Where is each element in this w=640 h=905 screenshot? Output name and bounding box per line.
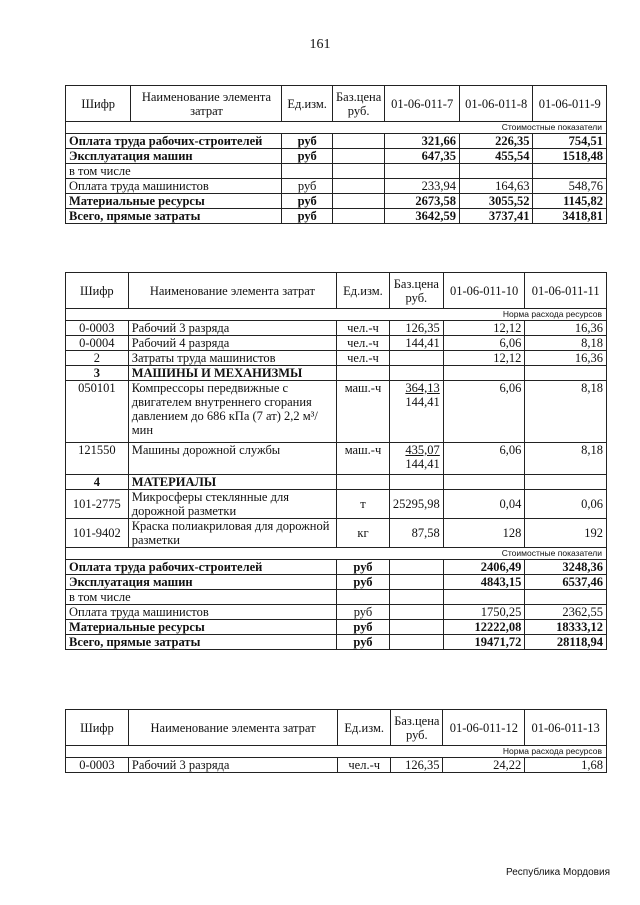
header-base-price: Баз.цена руб. (332, 86, 385, 122)
row-price (389, 443, 443, 475)
row-price (332, 149, 385, 164)
cost-row (66, 560, 607, 575)
row-price (389, 475, 443, 490)
resource-row (66, 475, 607, 490)
row-value: 8,18 (525, 336, 607, 351)
resource-row (66, 336, 607, 351)
table-2 (65, 272, 607, 650)
row-value: 8,18 (525, 443, 607, 475)
row-code: 121550 (66, 443, 129, 475)
header-name: Наименование элемента затрат (131, 86, 282, 122)
row-value (459, 164, 533, 179)
row-value: 6537,46 (525, 575, 607, 590)
header-code-col: 01-06-011-7 (385, 86, 460, 122)
row-name: Эксплуатация машин (66, 149, 282, 164)
header-base-price: Баз.цена руб. (391, 710, 443, 746)
row-value: 164,63 (459, 179, 533, 194)
row-price: 126,35 (391, 758, 443, 773)
subheader-row (66, 309, 607, 321)
row-price (389, 590, 443, 605)
cost-row (66, 134, 607, 149)
row-price: 144,41 (389, 336, 443, 351)
row-value: 3737,41 (459, 209, 533, 224)
header-code: Шифр (66, 86, 131, 122)
header-code-col: 01-06-011-13 (525, 710, 607, 746)
page-number: 161 (309, 37, 331, 52)
row-price: 87,58 (389, 519, 443, 548)
table-3 (65, 709, 607, 773)
footer-region: Республика Мордовия (506, 867, 610, 878)
header-name: Наименование элемента затрат (128, 710, 337, 746)
subheader-row (66, 548, 607, 560)
cost-row (66, 164, 607, 179)
row-name: Затраты труда машинистов (128, 351, 336, 366)
row-name: МАТЕРИАЛЫ (128, 475, 336, 490)
row-value: 8,18 (525, 381, 607, 443)
row-price-bottom: 144,41 (405, 457, 440, 471)
row-value: 0,06 (525, 490, 607, 519)
row-unit: маш.-ч (337, 381, 390, 443)
row-price (332, 164, 385, 179)
header-name: Наименование элемента затрат (128, 273, 336, 309)
row-unit (337, 475, 390, 490)
row-value: 226,35 (459, 134, 533, 149)
cost-row (66, 635, 607, 650)
row-value: 24,22 (443, 758, 525, 773)
subheader-cost: Стоимостные показатели (66, 122, 607, 134)
cost-row (66, 605, 607, 620)
row-unit: руб (337, 605, 390, 620)
row-code: 050101 (66, 381, 129, 443)
row-price-top: 435,07 (405, 443, 440, 457)
row-code: 4 (66, 475, 129, 490)
row-value: 321,66 (385, 134, 460, 149)
row-code: 101-9402 (66, 519, 129, 548)
cost-row (66, 575, 607, 590)
row-price (389, 635, 443, 650)
table-header-row (66, 710, 607, 746)
subheader-norm: Норма расхода ресурсов (66, 309, 607, 321)
row-price (389, 351, 443, 366)
row-value: 1,68 (525, 758, 607, 773)
row-name: Рабочий 4 разряда (128, 336, 336, 351)
row-name: Оплата труда машинистов (66, 179, 282, 194)
row-value: 3055,52 (459, 194, 533, 209)
row-price: 25295,98 (389, 490, 443, 519)
row-unit: руб (337, 635, 390, 650)
resource-row (66, 490, 607, 519)
subheader-cost: Стоимостные показатели (66, 548, 607, 560)
row-value: 19471,72 (443, 635, 525, 650)
row-unit: руб (337, 560, 390, 575)
row-value: 455,54 (459, 149, 533, 164)
row-value: 4843,15 (443, 575, 525, 590)
header-code-col: 01-06-011-11 (525, 273, 607, 309)
table-1 (65, 85, 607, 224)
table-header-row (66, 273, 607, 309)
resource-row (66, 366, 607, 381)
row-value: 12,12 (443, 321, 525, 336)
row-code: 0-0003 (66, 321, 129, 336)
table-header-row (66, 86, 607, 122)
row-unit: руб (282, 179, 332, 194)
row-value: 754,51 (533, 134, 607, 149)
row-value (443, 590, 525, 605)
row-value: 28118,94 (525, 635, 607, 650)
resource-row (66, 381, 607, 443)
row-name: Машины дорожной службы (128, 443, 336, 475)
row-price: 126,35 (389, 321, 443, 336)
row-unit (337, 590, 390, 605)
subheader-row (66, 746, 607, 758)
header-unit: Ед.изм. (337, 273, 390, 309)
resource-row (66, 519, 607, 548)
row-value: 1145,82 (533, 194, 607, 209)
row-unit: руб (337, 620, 390, 635)
row-unit: т (337, 490, 390, 519)
row-price (389, 366, 443, 381)
row-price (389, 620, 443, 635)
row-name: Оплата труда рабочих-строителей (66, 134, 282, 149)
header-unit: Ед.изм. (338, 710, 391, 746)
row-value: 16,36 (525, 321, 607, 336)
row-unit (337, 366, 390, 381)
row-unit: чел.-ч (337, 321, 390, 336)
resource-row (66, 443, 607, 475)
row-unit: чел.-ч (337, 336, 390, 351)
row-value: 6,06 (443, 336, 525, 351)
subheader-norm: Норма расхода ресурсов (66, 746, 607, 758)
row-value (525, 475, 607, 490)
row-value: 16,36 (525, 351, 607, 366)
row-unit: руб (282, 149, 332, 164)
row-value: 0,04 (443, 490, 525, 519)
header-code-col: 01-06-011-9 (533, 86, 607, 122)
row-price (332, 209, 385, 224)
row-value: 548,76 (533, 179, 607, 194)
row-value: 12,12 (443, 351, 525, 366)
header-code-col: 01-06-011-8 (459, 86, 533, 122)
row-code: 101-2775 (66, 490, 129, 519)
cost-row (66, 149, 607, 164)
row-value: 2673,58 (385, 194, 460, 209)
row-price-bottom: 144,41 (405, 395, 440, 409)
row-value: 2362,55 (525, 605, 607, 620)
row-name: Материальные ресурсы (66, 194, 282, 209)
row-price (389, 605, 443, 620)
row-value (525, 366, 607, 381)
header-base-price: Баз.цена руб. (389, 273, 443, 309)
cost-row (66, 194, 607, 209)
row-value: 128 (443, 519, 525, 548)
header-code-col: 01-06-011-10 (443, 273, 525, 309)
row-name: Оплата труда машинистов (66, 605, 337, 620)
row-value: 3642,59 (385, 209, 460, 224)
row-name: в том числе (66, 164, 282, 179)
row-value (385, 164, 460, 179)
row-name: МАШИНЫ И МЕХАНИЗМЫ (128, 366, 336, 381)
header-unit: Ед.изм. (282, 86, 332, 122)
row-code: 3 (66, 366, 129, 381)
row-price-top: 364,13 (405, 381, 440, 395)
header-code: Шифр (66, 710, 129, 746)
row-name: Оплата труда рабочих-строителей (66, 560, 337, 575)
row-code: 2 (66, 351, 129, 366)
row-name: Эксплуатация машин (66, 575, 337, 590)
cost-row (66, 620, 607, 635)
row-unit: чел.-ч (338, 758, 391, 773)
row-code: 0-0003 (66, 758, 129, 773)
cost-row (66, 590, 607, 605)
row-name: Рабочий 3 разряда (128, 758, 337, 773)
row-price (332, 134, 385, 149)
row-value: 233,94 (385, 179, 460, 194)
row-value: 2406,49 (443, 560, 525, 575)
row-code: 0-0004 (66, 336, 129, 351)
row-price (389, 381, 443, 443)
row-price (389, 560, 443, 575)
row-name: Микросферы стеклянные для дорожной разметки (128, 490, 336, 519)
row-value (525, 590, 607, 605)
row-unit: руб (282, 194, 332, 209)
row-price (332, 194, 385, 209)
row-value: 6,06 (443, 443, 525, 475)
row-name: Рабочий 3 разряда (128, 321, 336, 336)
row-value (443, 366, 525, 381)
row-unit: руб (282, 209, 332, 224)
row-value: 647,35 (385, 149, 460, 164)
row-price (389, 575, 443, 590)
row-unit: маш.-ч (337, 443, 390, 475)
row-value: 1518,48 (533, 149, 607, 164)
resource-row (66, 321, 607, 336)
header-code: Шифр (66, 273, 129, 309)
resource-row (66, 351, 607, 366)
row-name: в том числе (66, 590, 337, 605)
row-value: 192 (525, 519, 607, 548)
header-code-col: 01-06-011-12 (443, 710, 525, 746)
row-name: Краска полиакриловая для дорожной разметки (128, 519, 336, 548)
row-unit: руб (337, 575, 390, 590)
row-name: Материальные ресурсы (66, 620, 337, 635)
row-name: Всего, прямые затраты (66, 635, 337, 650)
row-value: 1750,25 (443, 605, 525, 620)
row-value (443, 475, 525, 490)
row-unit: руб (282, 134, 332, 149)
row-unit (282, 164, 332, 179)
row-value: 3248,36 (525, 560, 607, 575)
row-value: 6,06 (443, 381, 525, 443)
row-unit: чел.-ч (337, 351, 390, 366)
subheader-row (66, 122, 607, 134)
row-unit: кг (337, 519, 390, 548)
row-value: 18333,12 (525, 620, 607, 635)
resource-row (66, 758, 607, 773)
cost-row (66, 179, 607, 194)
row-value: 12222,08 (443, 620, 525, 635)
row-name: Всего, прямые затраты (66, 209, 282, 224)
cost-row (66, 209, 607, 224)
row-name: Компрессоры передвижные с двигателем внутреннего сгорания давлением до 686 кПа (7 ат) 2,2 м³/мин (128, 381, 336, 443)
row-price (332, 179, 385, 194)
row-value: 3418,81 (533, 209, 607, 224)
row-value (533, 164, 607, 179)
